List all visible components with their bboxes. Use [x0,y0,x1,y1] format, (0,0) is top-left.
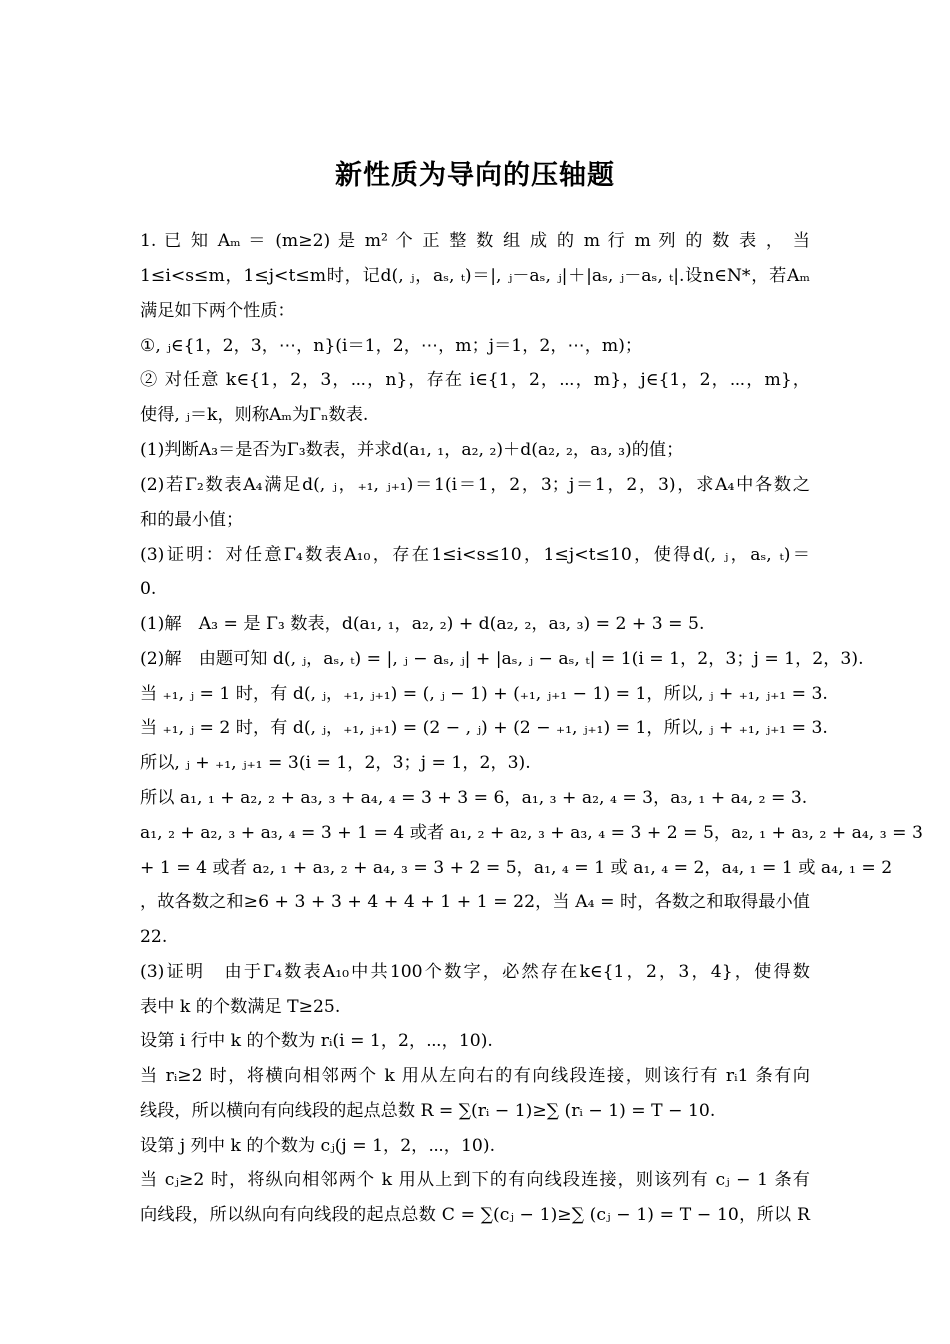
solution-3-line-8: 向线段，所以纵向有向线段的起点总数 C = ∑(cⱼ − 1)≥∑ (cⱼ − 1) = T − 10，所以 R [140,1205,810,1225]
property-2-line-2: 使得, ⱼ＝k，则称Aₘ为Γₙ数表. [140,405,369,425]
solution-2-line-9: 22. [140,927,168,947]
solution-2-line-2: 当 ₊₁, ⱼ = 1 时，有 d(, ⱼ，₊₁, ⱼ₊₁) = (, ⱼ − 1) + (₊₁, ⱼ₊₁ − 1) = 1，所以, ⱼ + ₊₁, ⱼ₊₁ = 3. [140,684,828,704]
property-2-line-1: ② 对任意 k∈{1，2，3，⋯，n}，存在 i∈{1，2，⋯，m}，j∈{1，2，⋯，m}， [140,370,810,390]
problem-1-line-1: 1. 已 知 Aₘ ＝ (m≥2) 是 m² 个 正 整 数 组 成 的 m 行 m 列 的 数 表 ， 当 [140,231,810,251]
solution-2-line-3: 当 ₊₁, ⱼ = 2 时，有 d(, ⱼ，₊₁, ⱼ₊₁) = (2 − , ⱼ) + (2 − ₊₁, ⱼ₊₁) = 1，所以, ⱼ + ₊₁, ⱼ₊₁ = 3. [140,718,828,738]
solution-3-line-4: 当 rᵢ≥2 时，将横向相邻两个 k 用从左向右的有向线段连接，则该行有 rᵢ1 条有向 [140,1066,810,1086]
question-2-line-1: (2)若Γ₂数表A₄满足d(, ⱼ，₊₁, ⱼ₊₁)＝1(i＝1，2，3；j＝1，2，3)，求A₄中各数之 [140,475,810,495]
solution-2-line-4: 所以, ⱼ + ₊₁, ⱼ₊₁ = 3(i = 1，2，3；j = 1，2，3). [140,753,531,773]
question-3-line-1: (3)证明：对任意Γ₄数表A₁₀，存在1≤i<s≤10，1≤j<t≤10，使得d(, ⱼ，aₛ, ₜ)＝ [140,545,810,565]
solution-2-line-1: (2)解 由题可知 d(, ⱼ，aₛ, ₜ) = |, ⱼ − aₛ, ⱼ| + |aₛ, ⱼ − aₛ, ₜ| = 1(i = 1，2，3；j = 1，2，3). [140,649,864,669]
solution-2-line-8: ，故各数之和≥6 + 3 + 3 + 4 + 4 + 1 + 1 = 22，当 A₄ = 时，各数之和取得最小值 [140,892,810,912]
problem-1-line-3: 满足如下两个性质： [140,301,295,321]
solution-1: (1)解 A₃ = 是 Γ₃ 数表，d(a₁, ₁，a₂, ₂) + d(a₂, ₂，a₃, ₃) = 2 + 3 = 5. [140,614,705,634]
solution-3-line-6: 设第 j 列中 k 的个数为 cⱼ(j = 1，2，⋯，10). [140,1136,496,1156]
solution-3-line-1: (3)证明 由于Γ₄数表A₁₀中共100个数字，必然存在k∈{1，2，3，4}，使得数 [140,962,810,982]
question-2-line-2: 和的最小值； [140,510,244,530]
solution-3-line-5: 线段，所以横向有向线段的起点总数 R = ∑(rᵢ − 1)≥∑ (rᵢ − 1) = T − 10. [140,1101,716,1121]
problem-1-line-2: 1≤i<s≤m，1≤j<t≤m时，记d(, ⱼ，aₛ, ₜ)＝|, ⱼ－aₛ, ⱼ|＋|aₛ, ⱼ－aₛ, ₜ|.设n∈N*，若Aₘ [140,266,810,286]
solution-2-line-7: + 1 = 4 或者 a₂, ₁ + a₃, ₂ + a₄, ₃ = 3 + 2 = 5，a₁, ₄ = 1 或 a₁, ₄ = 2，a₄, ₁ = 1 或 a₄, ₁ = 2 [140,858,893,878]
question-3-line-2: 0. [140,579,157,599]
document-title: 新性质为导向的压轴题 [335,160,615,191]
property-1: ①, ⱼ∈{1，2，3，⋯，n}(i＝1，2，⋯，m；j＝1，2，⋯，m)； [140,336,643,356]
solution-2-line-6: a₁, ₂ + a₂, ₃ + a₃, ₄ = 3 + 1 = 4 或者 a₁, ₂ + a₂, ₃ + a₃, ₄ = 3 + 2 = 5，a₂, ₁ + a₃, ₂ + a₄, ₃ = 3 [140,823,923,843]
solution-3-line-3: 设第 i 行中 k 的个数为 rᵢ(i = 1，2，⋯，10). [140,1031,493,1051]
solution-3-line-7: 当 cⱼ≥2 时，将纵向相邻两个 k 用从上到下的有向线段连接，则该列有 cⱼ − 1 条有 [140,1170,810,1190]
solution-2-line-5: 所以 a₁, ₁ + a₂, ₂ + a₃, ₃ + a₄, ₄ = 3 + 3 = 6，a₁, ₃ + a₂, ₄ = 3，a₃, ₁ + a₄, ₂ = 3. [140,788,808,808]
solution-3-line-2: 表中 k 的个数满足 T≥25. [140,997,341,1017]
question-1: (1)判断A₃＝是否为Γ₃数表，并求d(a₁, ₁，a₂, ₂)＋d(a₂, ₂，a₃, ₃)的值； [140,440,684,460]
